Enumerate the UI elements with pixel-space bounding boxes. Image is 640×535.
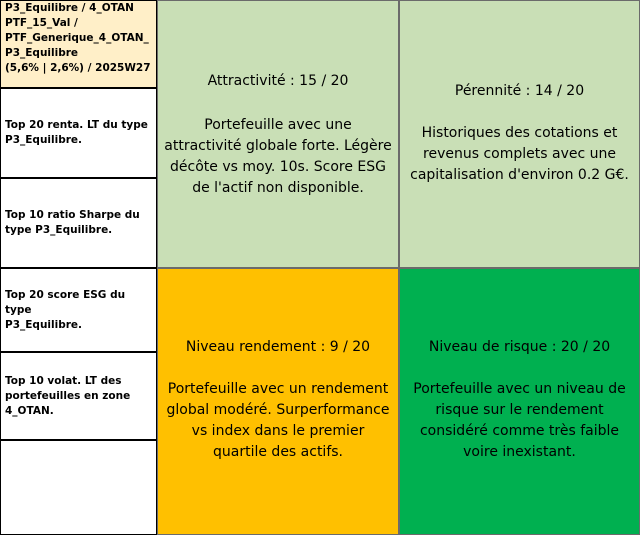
quadrant-risque — [399, 268, 640, 535]
quadrant-description: Portefeuille avec une attractivité globale forte. Légère décôte vs moy. 10s. Score ESG de l'actif non disponible. — [164, 117, 392, 196]
ranking-cell-sharpe — [0, 178, 157, 268]
ranking-text: Top 20 score ESG du type P3_Equilibre. — [5, 288, 126, 331]
quadrant-title: Attractivité : 15 / 20 — [207, 73, 349, 89]
quadrant-title: Niveau rendement : 9 / 20 — [185, 339, 371, 355]
quadrant-title: Niveau de risque : 20 / 20 — [428, 339, 611, 355]
ranking-cell-esg — [0, 268, 157, 352]
quadrant-rendement — [157, 268, 399, 535]
quadrant-description: Historiques des cotations et revenus complets avec une capitalisation d'environ 0.2 G€. — [410, 125, 629, 183]
ranking-cell-empty — [0, 440, 157, 535]
quadrant-description: Portefeuille avec un rendement global modéré. Surperformance vs index dans le premier quartile des actifs. — [166, 381, 390, 460]
quadrant-description: Portefeuille avec un niveau de risque sur le rendement considéré comme très faible voire inexistant. — [413, 381, 626, 460]
ranking-text: Top 10 ratio Sharpe du type P3_Equilibre. — [5, 209, 140, 236]
ranking-cell-volat — [0, 352, 157, 440]
quadrant-attractivite — [157, 0, 399, 268]
ranking-text: Top 20 renta. LT du type P3_Equilibre. — [5, 119, 148, 146]
quadrant-perennite — [399, 0, 640, 268]
portfolio-header-cell — [0, 0, 157, 88]
ranking-text: Top 10 volat. LT des portefeuilles en zone 4_OTAN. — [5, 374, 131, 417]
quadrant-title: Pérennité : 14 / 20 — [454, 83, 585, 99]
portfolio-header-text: P3_Equilibre / 4_OTAN PTF_15_Val / PTF_Generique_4_OTAN_ P3_Equilibre (5,6% | 2,6%) / 2025W27 — [5, 2, 151, 74]
ranking-cell-renta — [0, 88, 157, 178]
